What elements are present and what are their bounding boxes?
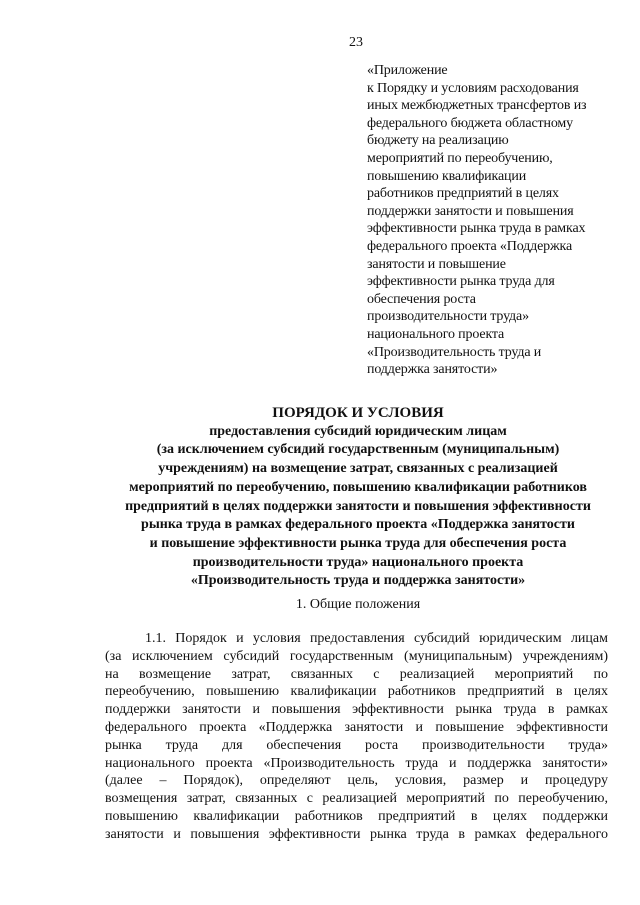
paragraph-line: повышению квалификации работников предприятий в целях поддержки bbox=[105, 808, 608, 824]
document-subtitle-line: и повышение эффективности рынка труда для обеспечения роста bbox=[149, 535, 567, 551]
document-subtitle-line: «Производительность труда и поддержка занятости» bbox=[190, 573, 526, 589]
document-subtitle-line: рынка труда в рамках федерального проекта «Поддержка занятости bbox=[141, 517, 575, 533]
annex-line: эффективности рынка труда в рамках bbox=[367, 221, 586, 237]
annex-line: иных межбюджетных трансфертов из bbox=[367, 98, 587, 114]
annex-line: к Порядку и условиям расходования bbox=[367, 80, 579, 96]
annex-line: работников предприятий в целях bbox=[367, 186, 559, 202]
paragraph-line: национального проекта «Производительность труда и поддержка занятости» bbox=[105, 755, 608, 771]
paragraph-line: (далее – Порядок), определяют цель, условия, размер и процедуру bbox=[105, 773, 608, 789]
document-subtitle-line: (за исключением субсидий государственным (муниципальным) bbox=[156, 442, 560, 458]
annex-line: «Производительность труда и bbox=[367, 344, 542, 360]
page-number: 23 bbox=[349, 35, 363, 50]
annex-header bbox=[367, 62, 615, 379]
paragraph-line: рынка труда для обеспечения роста производительности труда» bbox=[105, 737, 608, 753]
document-subtitle-line: предприятий в целях поддержки занятости и повышения эффективности bbox=[125, 498, 591, 514]
annex-line: федерального проекта «Поддержка bbox=[367, 238, 573, 254]
annex-line: эффективности рынка труда для bbox=[367, 274, 555, 290]
document-title-block bbox=[100, 404, 616, 591]
paragraph-line: (за исключением субсидий государственным (муниципальным) учреждениям) bbox=[105, 648, 608, 664]
annex-line: мероприятий по переобучению, bbox=[367, 150, 553, 166]
annex-line: поддержка занятости» bbox=[367, 362, 498, 378]
annex-line: поддержки занятости и повышения bbox=[367, 203, 574, 219]
paragraph-line: занятости и повышения эффективности рынка труда в рамках федерального bbox=[105, 826, 608, 842]
paragraph-line: федерального проекта «Поддержка занятости и повышение эффективности bbox=[105, 719, 608, 735]
paragraph-line: поддержки занятости и повышения эффективности рынка труда в рамках bbox=[105, 702, 608, 718]
paragraph-line: на возмещение затрат, связанных с реализацией мероприятий по bbox=[105, 666, 608, 682]
document-title: ПОРЯДОК И УСЛОВИЯ bbox=[272, 405, 444, 421]
annex-line: повышению квалификации bbox=[367, 168, 527, 184]
paragraph-line: возмещения затрат, связанных с реализацией мероприятий по переобучению, bbox=[105, 791, 608, 807]
paragraph-line: 1.1. Порядок и условия предоставления субсидий юридическим лицам bbox=[145, 631, 608, 646]
document-subtitle-line: учреждениям) на возмещение затрат, связанных с реализацией bbox=[158, 461, 558, 477]
annex-line: занятости и повышение bbox=[367, 256, 506, 272]
document-subtitle-line: мероприятий по переобучению, повышению квалификации работников bbox=[129, 479, 587, 495]
annex-line: производительности труда» bbox=[367, 309, 529, 325]
paragraph-1-1 bbox=[105, 630, 608, 844]
paragraph-line: переобучению, повышению квалификации работников предприятий в целях bbox=[105, 684, 608, 700]
annex-line: национального проекта bbox=[367, 326, 505, 342]
document-subtitle-line: предоставления субсидий юридическим лицам bbox=[209, 423, 507, 439]
annex-line: федерального бюджета областному bbox=[367, 115, 573, 131]
document-subtitle-line: производительности труда» национального проекта bbox=[192, 554, 524, 570]
annex-line: «Приложение bbox=[367, 63, 448, 78]
annex-line: бюджету на реализацию bbox=[367, 133, 509, 149]
section-heading: 1. Общие положения bbox=[295, 597, 421, 612]
annex-line: обеспечения роста bbox=[367, 291, 476, 307]
